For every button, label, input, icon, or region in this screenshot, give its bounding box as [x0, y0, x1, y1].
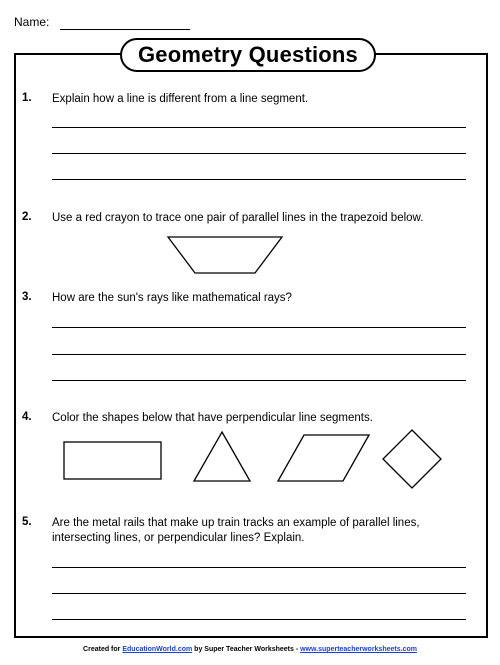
triangle-icon[interactable] [192, 430, 252, 484]
rectangle-icon[interactable] [62, 440, 164, 482]
superteacherworksheets-link[interactable]: www.superteacherworksheets.com [300, 646, 417, 653]
question-5-line-1: Are the metal rails that make up train tracks an example of parallel lines, [52, 517, 420, 529]
worksheet-frame [14, 53, 488, 638]
trapezoid-icon[interactable] [165, 234, 285, 276]
footer-credit [0, 646, 500, 653]
answer-line[interactable] [52, 593, 466, 594]
answer-line[interactable] [52, 380, 466, 381]
question-4-number: 4. [22, 411, 32, 423]
question-5-text [52, 516, 472, 546]
footer-prefix: Created for [83, 646, 123, 653]
footer-middle: by Super Teacher Worksheets - [192, 646, 301, 653]
diamond-icon[interactable] [381, 428, 443, 490]
question-1-number: 1. [22, 92, 32, 104]
page-title: Geometry Questions [138, 42, 358, 67]
answer-line[interactable] [52, 127, 466, 128]
answer-line[interactable] [52, 567, 466, 568]
name-field-line[interactable] [60, 29, 190, 30]
answer-line[interactable] [52, 354, 466, 355]
question-3-number: 3. [22, 291, 32, 303]
title-banner [120, 38, 376, 72]
question-5-line-2: intersecting lines, or perpendicular lines? Explain. [52, 532, 305, 544]
educationworld-link[interactable]: EducationWorld.com [122, 646, 193, 653]
question-1-text: Explain how a line is different from a line segment. [52, 93, 309, 105]
answer-line[interactable] [52, 327, 466, 328]
question-3-text: How are the sun's rays like mathematical rays? [52, 292, 292, 304]
question-2-text: Use a red crayon to trace one pair of parallel lines in the trapezoid below. [52, 212, 424, 224]
name-label: Name: [14, 15, 50, 29]
question-4-text: Color the shapes below that have perpendicular line segments. [52, 412, 373, 424]
parallelogram-icon[interactable] [276, 432, 372, 484]
answer-line[interactable] [52, 179, 466, 180]
question-2-number: 2. [22, 211, 32, 223]
question-5-number: 5. [22, 516, 32, 528]
answer-line[interactable] [52, 619, 466, 620]
answer-line[interactable] [52, 153, 466, 154]
